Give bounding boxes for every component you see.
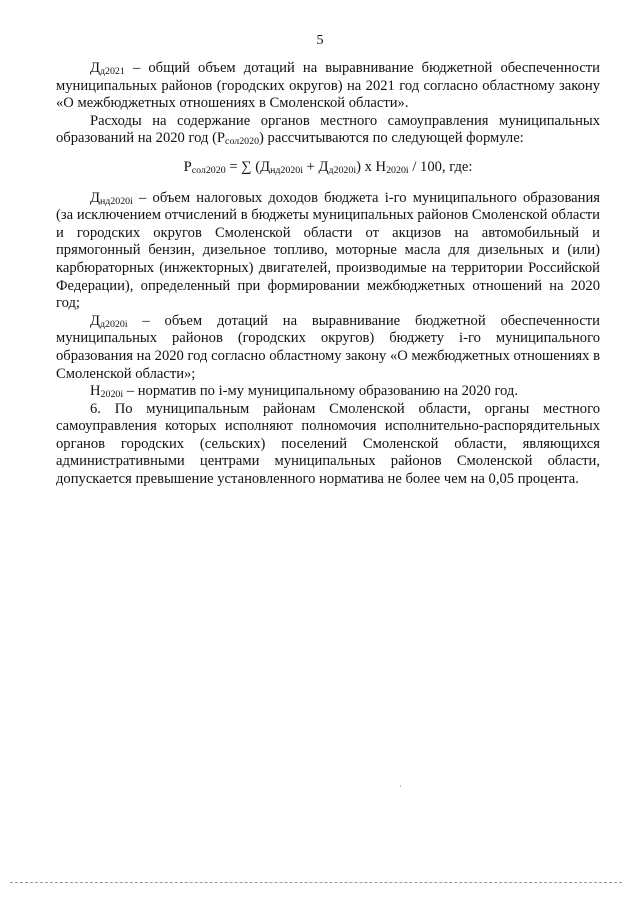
formula-subscript: 2020i — [386, 164, 409, 176]
symbol-subscript: д2020i — [99, 318, 128, 330]
formula-subscript: д2020i — [328, 164, 357, 176]
formula-part: / 100, где: — [408, 158, 473, 175]
formula-subscript: нд2020i — [270, 164, 303, 176]
paragraph-item-6: 6. По муниципальным районам Смоленской области, органы местного самоуправления которых исполняют полномочия исполнительно-распорядительных органов городских (сельских) поселений Смоленской области, являющихся административными центрами муниципальных районов Смоленской области, допускается превышение установленного норматива не более чем на 0,05 процента. — [56, 400, 600, 488]
text: Расходы на содержание органов местного самоуправления муниципальных образований на 2020 год (Р — [56, 112, 600, 147]
text: ) рассчитываются по следующей формуле: — [259, 130, 524, 147]
definition-text: – общий объем дотаций на выравнивание бюджетной обеспеченности муниципальных районов (городских округов) на 2021 год согласно областному закону «О межбюджетных отношениях в Смоленской области». — [56, 60, 600, 112]
formula-part: + Д — [303, 158, 329, 175]
formula — [56, 159, 600, 177]
definition-text: – объем дотаций на выравнивание бюджетной обеспеченности муниципальных районов (городских округов) бюджету i-го муниципального образования на 2020 год согласно областному закону «О межбюджетных отношениях в Смоленской области»; — [56, 312, 600, 382]
footer-rule — [10, 882, 622, 883]
paragraph-total-grants-2021 — [56, 60, 600, 113]
symbol: Д — [90, 60, 100, 76]
document-body — [56, 60, 600, 489]
formula-part: = ∑ (Д — [225, 158, 271, 175]
paragraph-tax-revenue-definition — [56, 190, 600, 313]
symbol: Н — [90, 383, 101, 400]
formula-part: ) х Н — [356, 158, 387, 175]
paragraph-expenses-intro — [56, 113, 600, 148]
symbol: Д — [90, 189, 100, 206]
formula-subscript: сол2020 — [191, 164, 226, 176]
scan-speck — [400, 785, 401, 787]
formula-part: Р — [183, 158, 192, 175]
symbol: Д — [90, 312, 100, 329]
paragraph-grants-definition — [56, 313, 600, 383]
symbol-subscript: сол2020 — [225, 136, 260, 148]
paragraph-norm-definition — [56, 383, 600, 401]
page-number: 5 — [316, 33, 324, 48]
definition-text: – норматив по i-му муниципальному образованию на 2020 год. — [123, 383, 519, 400]
symbol-subscript: 2020i — [100, 389, 124, 401]
definition-text: – объем налоговых доходов бюджета i-го муниципального образования (за исключением отчислений в бюджеты муниципальных районов Смоленской области и городских округов Смоленской области от акцизов на автомобильный и прямогонный бензин, дизельное топливо, моторные масла для дизельных и (или) карбюраторных (инжекторных) двигателей, производимые на территории Российской Федерации), определенный при формировании межбюджетных отношений на 2020 год; — [56, 189, 600, 312]
symbol-subscript: д2021 — [99, 65, 125, 77]
symbol-subscript: нд2020i — [99, 195, 133, 207]
